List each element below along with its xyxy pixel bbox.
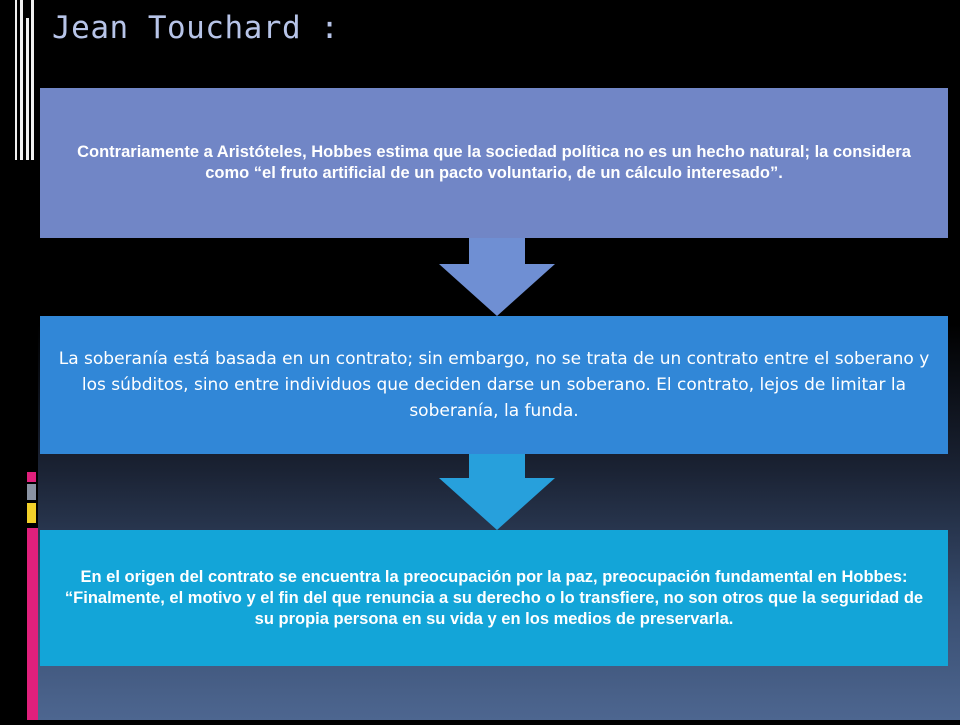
hierarchy-box-2-text: La soberanía está basada en un contrato; sin embargo, no se trata de un contrato entre el soberano y los súbditos, sino entre individuos que deciden darse un soberano. El contrato, lejos de limitar la soberanía, la funda.: [58, 349, 930, 421]
down-arrow-icon: [439, 238, 555, 316]
hierarchy-box-1-text: Contrariamente a Aristóteles, Hobbes estima que la sociedad política no es un hecho natural; la considera como “el fruto artificial de un pacto voluntario, de un cálculo interesado”.: [77, 143, 911, 182]
down-arrow-icon: [439, 454, 555, 530]
hierarchy-box-1: [40, 88, 948, 238]
hierarchy-box-2: [40, 316, 948, 454]
slide-title: Jean Touchard :: [52, 10, 340, 46]
hierarchy-box-3: [40, 530, 948, 666]
color-block-decoration: [22, 470, 38, 720]
hierarchy-box-3-text: En el origen del contrato se encuentra la preocupación por la paz, preocupación fundamental en Hobbes: “Finalmente, el motivo y el fin del que renuncia a su derecho o lo transfiere, no son otros que la seguridad de su propia persona en su vida y en los medios de preservarla.: [64, 567, 924, 628]
stripe-decoration-top: [0, 0, 38, 160]
